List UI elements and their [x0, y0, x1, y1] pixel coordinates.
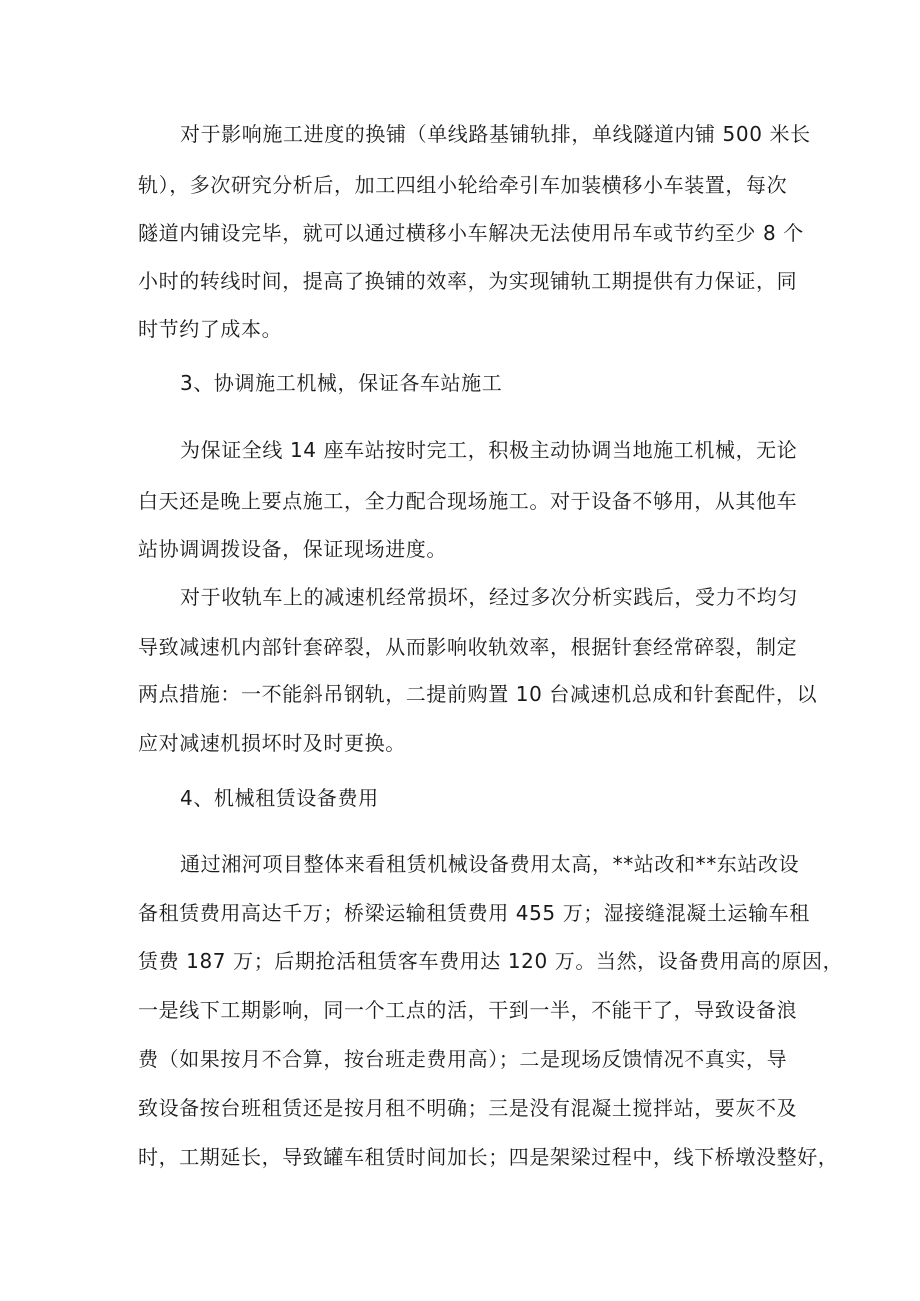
paragraph-4-line-3: 赁费 187 万；后期抢活租赁客车费用达 120 万。当然，设备费用高的原因， [138, 949, 844, 973]
paragraph-2-line-2: 白天还是晚上要点施工，全力配合现场施工。对于设备不够用，从其他车 [138, 489, 798, 513]
paragraph-4-line-5: 费（如果按月不合算，按台班走费用高）；二是现场反馈情况不真实，导 [138, 1047, 788, 1071]
paragraph-1-line-3: 隧道内铺设完毕，就可以通过横移小车解决无法使用吊车或节约至少 8 个 [138, 221, 804, 245]
paragraph-4-line-7: 时，工期延长，导致罐车租赁时间加长；四是架梁过程中，线下桥墩没整好， [138, 1145, 839, 1169]
paragraph-1-line-5: 时节约了成本。 [138, 317, 283, 341]
paragraph-2-line-3: 站协调调拨设备，保证现场进度。 [138, 537, 447, 561]
section-heading-4: 4、机械租赁设备费用 [180, 786, 379, 810]
paragraph-3-line-2: 导致减速机内部针套碎裂，从而影响收轨效率，根据针套经常碎裂，制定 [138, 635, 798, 659]
paragraph-4-line-6: 致设备按台班租赁还是按月租不明确；三是没有混凝土搅拌站，要灰不及 [138, 1096, 798, 1120]
paragraph-1-line-2: 轨），多次研究分析后，加工四组小轮给牵引车加装横移小车装置，每次 [138, 173, 788, 197]
paragraph-3-line-3: 两点措施：一不能斜吊钢轨，二提前购置 10 台减速机总成和针套配件，以 [138, 682, 818, 706]
paragraph-3-line-4: 应对减速机损坏时及时更换。 [138, 731, 406, 755]
paragraph-4-line-1: 通过湘河项目整体来看租赁机械设备费用太高，**站改和**东站改设 [180, 852, 800, 876]
paragraph-1-line-4: 小时的转线时间，提高了换铺的效率，为实现铺轨工期提供有力保证，同 [138, 269, 798, 293]
paragraph-3-line-1: 对于收轨车上的减速机经常损坏，经过多次分析实践后，受力不均匀 [180, 585, 798, 609]
paragraph-4-line-4: 一是线下工期影响，同一个工点的活，干到一半，不能干了，导致设备浪 [138, 998, 798, 1022]
paragraph-4-line-2: 备租赁费用高达千万；桥梁运输租赁费用 455 万；湿接缝混凝土运输车租 [138, 901, 810, 925]
paragraph-1-line-1: 对于影响施工进度的换铺（单线路基铺轨排，单线隧道内铺 500 米长 [180, 122, 811, 146]
paragraph-2-line-1: 为保证全线 14 座车站按时完工，积极主动协调当地施工机械，无论 [180, 438, 798, 462]
section-heading-3: 3、协调施工机械，保证各车站施工 [180, 371, 503, 395]
